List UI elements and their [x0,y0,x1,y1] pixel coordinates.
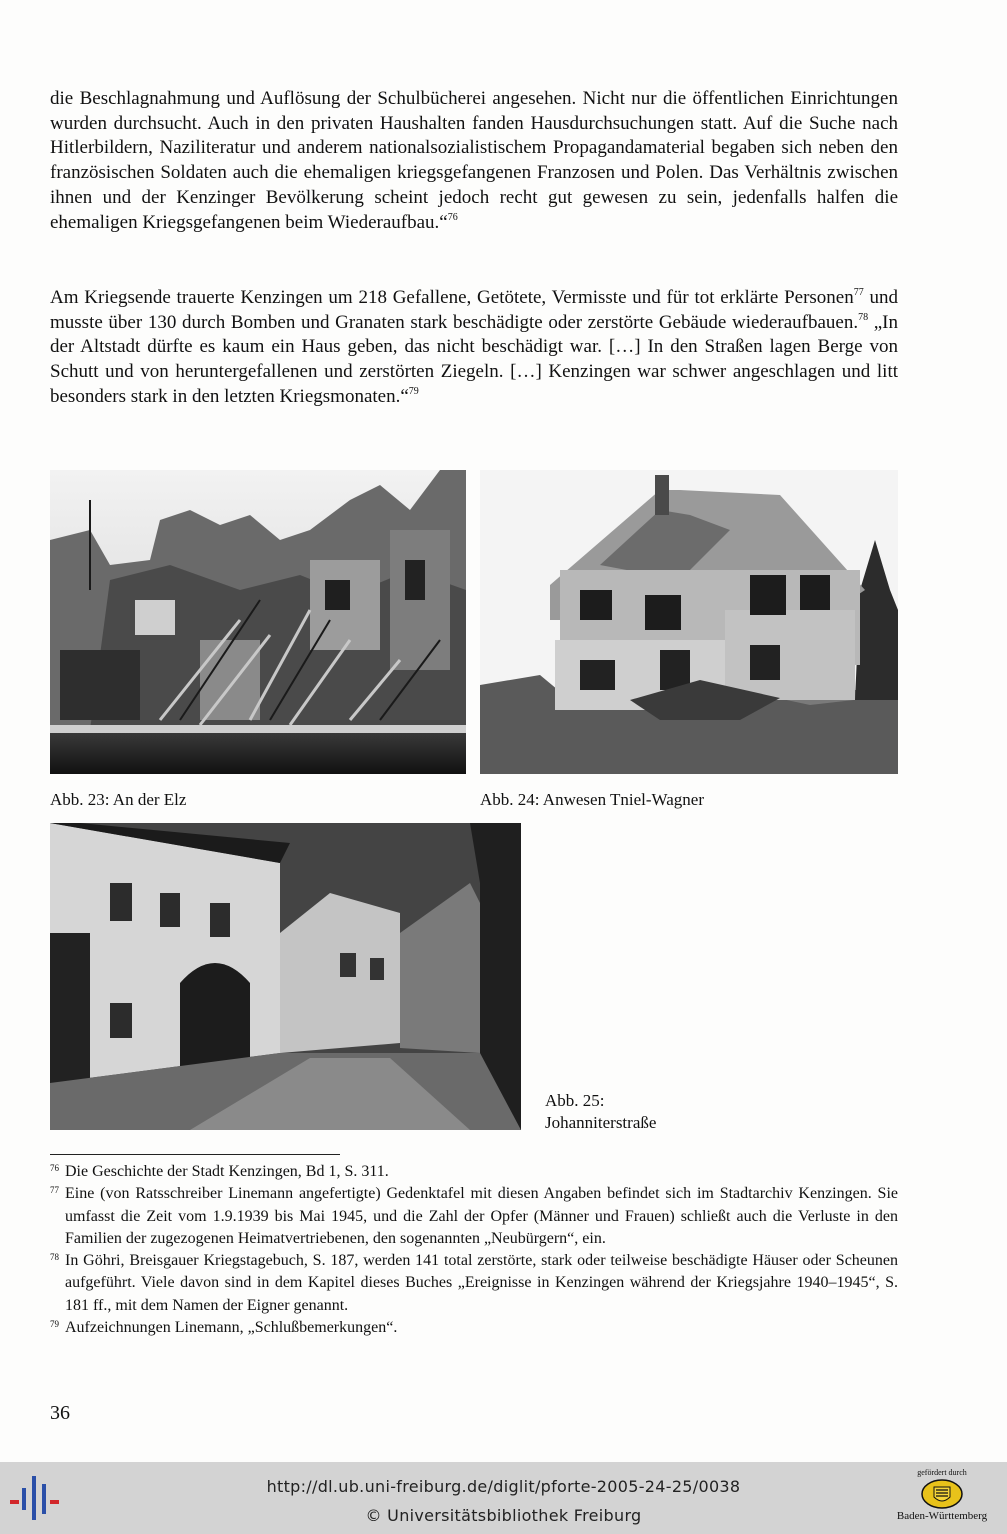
caption-abb-25-line1: Abb. 25: [545,1091,605,1110]
footnote-79 [50,1317,898,1339]
paragraph-2-text-c: „In der Altstadt dürfte es kaum ein Haus geben, das nicht beschädigt war. […] In den Straßen lagen Berge von Schutt und von heruntergefallenen und zerstörten Ziegeln. […] Kenzingen war schwer angeschlagen und litt besonders stark in den letzten Kriegsmonaten.“ [50,311,898,407]
footnote-divider [50,1154,340,1155]
footnote-ref-79: 79 [408,385,419,397]
permalink-url[interactable]: http://dl.ub.uni-freiburg.de/diglit/pforte-2005-24-25/0038 [266,1477,741,1496]
paragraph-2-text-b: und musste über 130 durch Bomben und Granaten stark beschädigte oder zerstörte Gebäude wiederaufbauen. [50,287,898,333]
body-paragraph-2 [50,286,898,410]
footnote-ref-78: 78 [858,311,869,323]
viewer-footer [0,1462,1007,1534]
footnote-number: 77 [50,1185,59,1196]
caption-abb-23: Abb. 23: An der Elz [50,790,187,809]
photo-johanniterstrasse [50,823,521,1130]
baden-wuerttemberg-emblem-icon [920,1479,964,1509]
sponsor-name: Baden-Württemberg [896,1510,988,1522]
footnote-text: Die Geschichte der Stadt Kenzingen, Bd 1, S. 311. [65,1163,389,1180]
paragraph-1-text: die Beschlagnahmung und Auflösung der Schulbücherei angesehen. Nicht nur die öffentlichen Einrichtungen wurden durchsucht. Auch in den privaten Haushalten fanden Hausdurchsuchungen statt. Auf die Suche nach Hitlerbildern, Naziliteratur und anderem nationalsozialistischem Propagandamaterial begaben sich neben den französischen Soldaten auch die ehemaligen kriegsgefangenen Franzosen und Polen. Das Verhältnis zwischen ihnen und der Kenzinger Bevölkerung scheint jedoch recht gut gewesen zu sein, jedenfalls halfen die ehemaligen Kriegsgefangenen beim Wiederaufbau.“ [50,88,898,233]
footnote-77 [50,1183,898,1250]
photo-anwesen-tniel-wagner [480,470,898,774]
caption-abb-25 [545,1090,745,1134]
sponsor-label: gefördert durch [917,1468,967,1477]
footnote-ref-76: 76 [447,211,458,223]
paragraph-2-text-a: Am Kriegsende trauerte Kenzingen um 218 Gefallene, Getötete, Vermisste und für tot erklärte Personen [50,287,854,308]
sponsor-badge [877,1466,1007,1532]
footnote-number: 76 [50,1163,59,1173]
photo-an-der-elz [50,470,466,774]
caption-abb-24: Abb. 24: Anwesen Tniel-Wagner [480,790,704,809]
copyright-notice: © Universitätsbibliothek Freiburg [365,1506,642,1525]
footnotes [50,1161,898,1339]
footnote-78 [50,1250,898,1317]
footnote-text: In Göhri, Breisgauer Kriegstagebuch, S. 187, werden 141 total zerstörte, stark oder teilweise beschädigte Häuser oder Scheunen aufgeführt. Viele davon sind in dem Kapitel dieses Buches „Ereignisse in Kenzingen während der Kriegsjahre 1940–1945“, S. 181 ff., mit dem Namen der Eigner genannt. [65,1252,898,1314]
footnote-number: 79 [50,1319,59,1330]
footnote-ref-77: 77 [853,287,864,298]
footnote-76 [50,1161,898,1183]
page-number: 36 [50,1402,70,1424]
footnote-text: Eine (von Ratsschreiber Linemann angefertigte) Gedenktafel mit diesen Angaben befindet sich im Stadtarchiv Kenzingen. Sie umfasst die Zeit vom 1.9.1939 bis Mai 1945, und die Zahl der Opfer (Männer und Frauen) schließt auch die Verluste in den Familien der zugezogenen Heimatvertriebenen, den sogenannten „Neubürgern“, ein. [65,1185,898,1247]
caption-abb-25-line2: Johanniterstraße [545,1113,657,1132]
footnote-number: 78 [50,1252,59,1263]
footnote-text: Aufzeichnungen Linemann, „Schlußbemerkungen“. [65,1319,398,1337]
body-paragraph-1 [50,87,898,235]
